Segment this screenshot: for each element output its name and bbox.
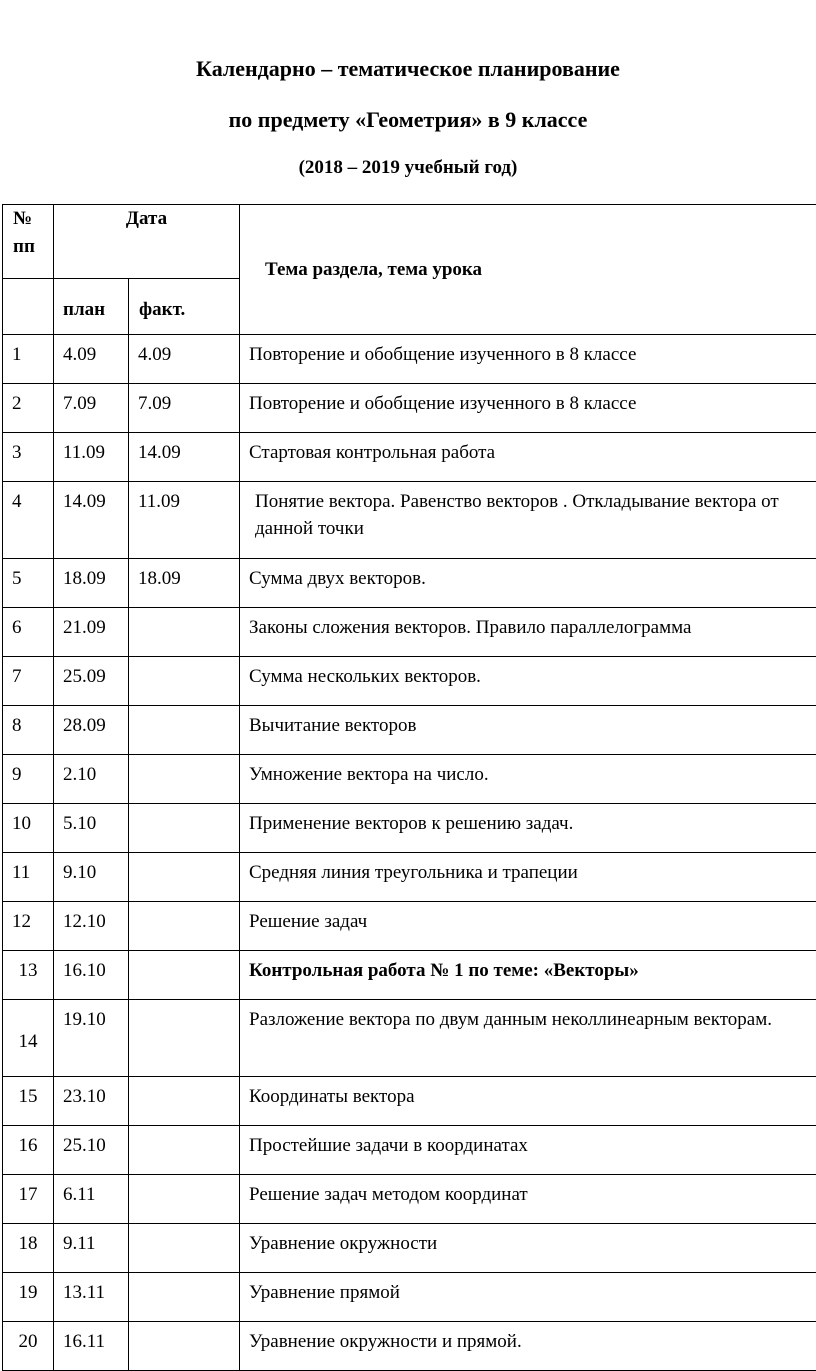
table-row: [3, 1000, 816, 1077]
row-topic: Уравнение окружности и прямой.: [240, 1322, 816, 1371]
table-row: [3, 755, 816, 804]
row-topic: Контрольная работа № 1 по теме: «Векторы»: [240, 951, 816, 1000]
row-fact-date: 4.09: [129, 335, 240, 384]
row-plan-date: 2.10: [54, 755, 129, 804]
table-row: [3, 706, 816, 755]
table-row: [3, 559, 816, 608]
row-topic: Уравнение окружности: [240, 1224, 816, 1273]
lesson-plan-table: [2, 204, 816, 1371]
row-plan-date: 12.10: [54, 902, 129, 951]
row-topic: Решение задач методом координат: [240, 1175, 816, 1224]
row-num: 1: [3, 335, 54, 384]
row-num: 13: [3, 951, 54, 1000]
row-topic: Стартовая контрольная работа: [240, 433, 816, 482]
row-num: 20: [3, 1322, 54, 1371]
header-num: № пп: [3, 205, 54, 279]
row-num: 17: [3, 1175, 54, 1224]
row-fact-date: [129, 706, 240, 755]
row-topic: Повторение и обобщение изученного в 8 классе: [240, 335, 816, 384]
header-fact: факт.: [129, 279, 240, 335]
row-plan-date: 25.09: [54, 657, 129, 706]
row-num: 10: [3, 804, 54, 853]
row-num: 4: [3, 482, 54, 559]
row-num: 16: [3, 1126, 54, 1175]
table-row: [3, 433, 816, 482]
table-row: [3, 902, 816, 951]
row-num: 19: [3, 1273, 54, 1322]
table-row: [3, 1077, 816, 1126]
row-topic: Сумма нескольких векторов.: [240, 657, 816, 706]
table-row: [3, 384, 816, 433]
row-fact-date: 7.09: [129, 384, 240, 433]
row-topic: Простейшие задачи в координатах: [240, 1126, 816, 1175]
row-topic: Умножение вектора на число.: [240, 755, 816, 804]
row-topic: Вычитание векторов: [240, 706, 816, 755]
row-plan-date: 28.09: [54, 706, 129, 755]
row-fact-date: [129, 1322, 240, 1371]
table-row: [3, 657, 816, 706]
row-plan-date: 5.10: [54, 804, 129, 853]
row-num: 3: [3, 433, 54, 482]
row-fact-date: [129, 1175, 240, 1224]
row-topic: Понятие вектора. Равенство векторов . Откладывание вектора от данной точки: [240, 482, 816, 559]
row-num: 9: [3, 755, 54, 804]
school-year: (2018 – 2019 учебный год): [0, 157, 816, 179]
row-plan-date: 25.10: [54, 1126, 129, 1175]
row-plan-date: 18.09: [54, 559, 129, 608]
row-topic: Уравнение прямой: [240, 1273, 816, 1322]
header-date: Дата: [54, 205, 240, 279]
table-row: [3, 1322, 816, 1371]
row-plan-date: 9.10: [54, 853, 129, 902]
row-topic: Применение векторов к решению задач.: [240, 804, 816, 853]
row-fact-date: 11.09: [129, 482, 240, 559]
table-row: [3, 608, 816, 657]
table-row: [3, 853, 816, 902]
row-topic: Решение задач: [240, 902, 816, 951]
table-row: [3, 1224, 816, 1273]
row-plan-date: 6.11: [54, 1175, 129, 1224]
row-plan-date: 23.10: [54, 1077, 129, 1126]
document-subtitle: по предмету «Геометрия» в 9 классе: [0, 107, 816, 133]
row-plan-date: 16.10: [54, 951, 129, 1000]
row-plan-date: 16.11: [54, 1322, 129, 1371]
row-fact-date: 18.09: [129, 559, 240, 608]
row-num: 14: [3, 1000, 54, 1077]
row-plan-date: 11.09: [54, 433, 129, 482]
row-plan-date: 14.09: [54, 482, 129, 559]
row-fact-date: [129, 608, 240, 657]
row-plan-date: 19.10: [54, 1000, 129, 1077]
row-plan-date: 21.09: [54, 608, 129, 657]
row-plan-date: 4.09: [54, 335, 129, 384]
row-num: 5: [3, 559, 54, 608]
table-row: [3, 804, 816, 853]
row-topic: Разложение вектора по двум данным неколлинеарным векторам.: [240, 1000, 816, 1077]
row-fact-date: [129, 951, 240, 1000]
row-num: 6: [3, 608, 54, 657]
table-header-row: [3, 205, 816, 279]
header-num-empty: [3, 279, 54, 335]
row-topic: Сумма двух векторов.: [240, 559, 816, 608]
row-num: 15: [3, 1077, 54, 1126]
header-plan: план: [54, 279, 129, 335]
document-title: Календарно – тематическое планирование: [0, 56, 816, 82]
row-num: 2: [3, 384, 54, 433]
row-topic: Законы сложения векторов. Правило параллелограмма: [240, 608, 816, 657]
row-plan-date: 9.11: [54, 1224, 129, 1273]
row-fact-date: [129, 1077, 240, 1126]
row-fact-date: [129, 1126, 240, 1175]
header-topic: Тема раздела, тема урока: [240, 205, 816, 335]
row-topic: Средняя линия треугольника и трапеции: [240, 853, 816, 902]
table-row: [3, 1175, 816, 1224]
row-num: 12: [3, 902, 54, 951]
table-row: [3, 951, 816, 1000]
row-num: 18: [3, 1224, 54, 1273]
table-row: [3, 1273, 816, 1322]
row-num: 11: [3, 853, 54, 902]
row-plan-date: 7.09: [54, 384, 129, 433]
row-num: 8: [3, 706, 54, 755]
row-fact-date: [129, 755, 240, 804]
row-fact-date: [129, 902, 240, 951]
table-row: [3, 1126, 816, 1175]
row-fact-date: [129, 1000, 240, 1077]
row-topic: Координаты вектора: [240, 1077, 816, 1126]
row-topic: Повторение и обобщение изученного в 8 классе: [240, 384, 816, 433]
row-fact-date: [129, 804, 240, 853]
row-fact-date: [129, 1273, 240, 1322]
row-num: 7: [3, 657, 54, 706]
row-fact-date: [129, 657, 240, 706]
table-row: [3, 482, 816, 559]
row-fact-date: [129, 853, 240, 902]
row-fact-date: [129, 1224, 240, 1273]
row-fact-date: 14.09: [129, 433, 240, 482]
table-row: [3, 335, 816, 384]
row-plan-date: 13.11: [54, 1273, 129, 1322]
